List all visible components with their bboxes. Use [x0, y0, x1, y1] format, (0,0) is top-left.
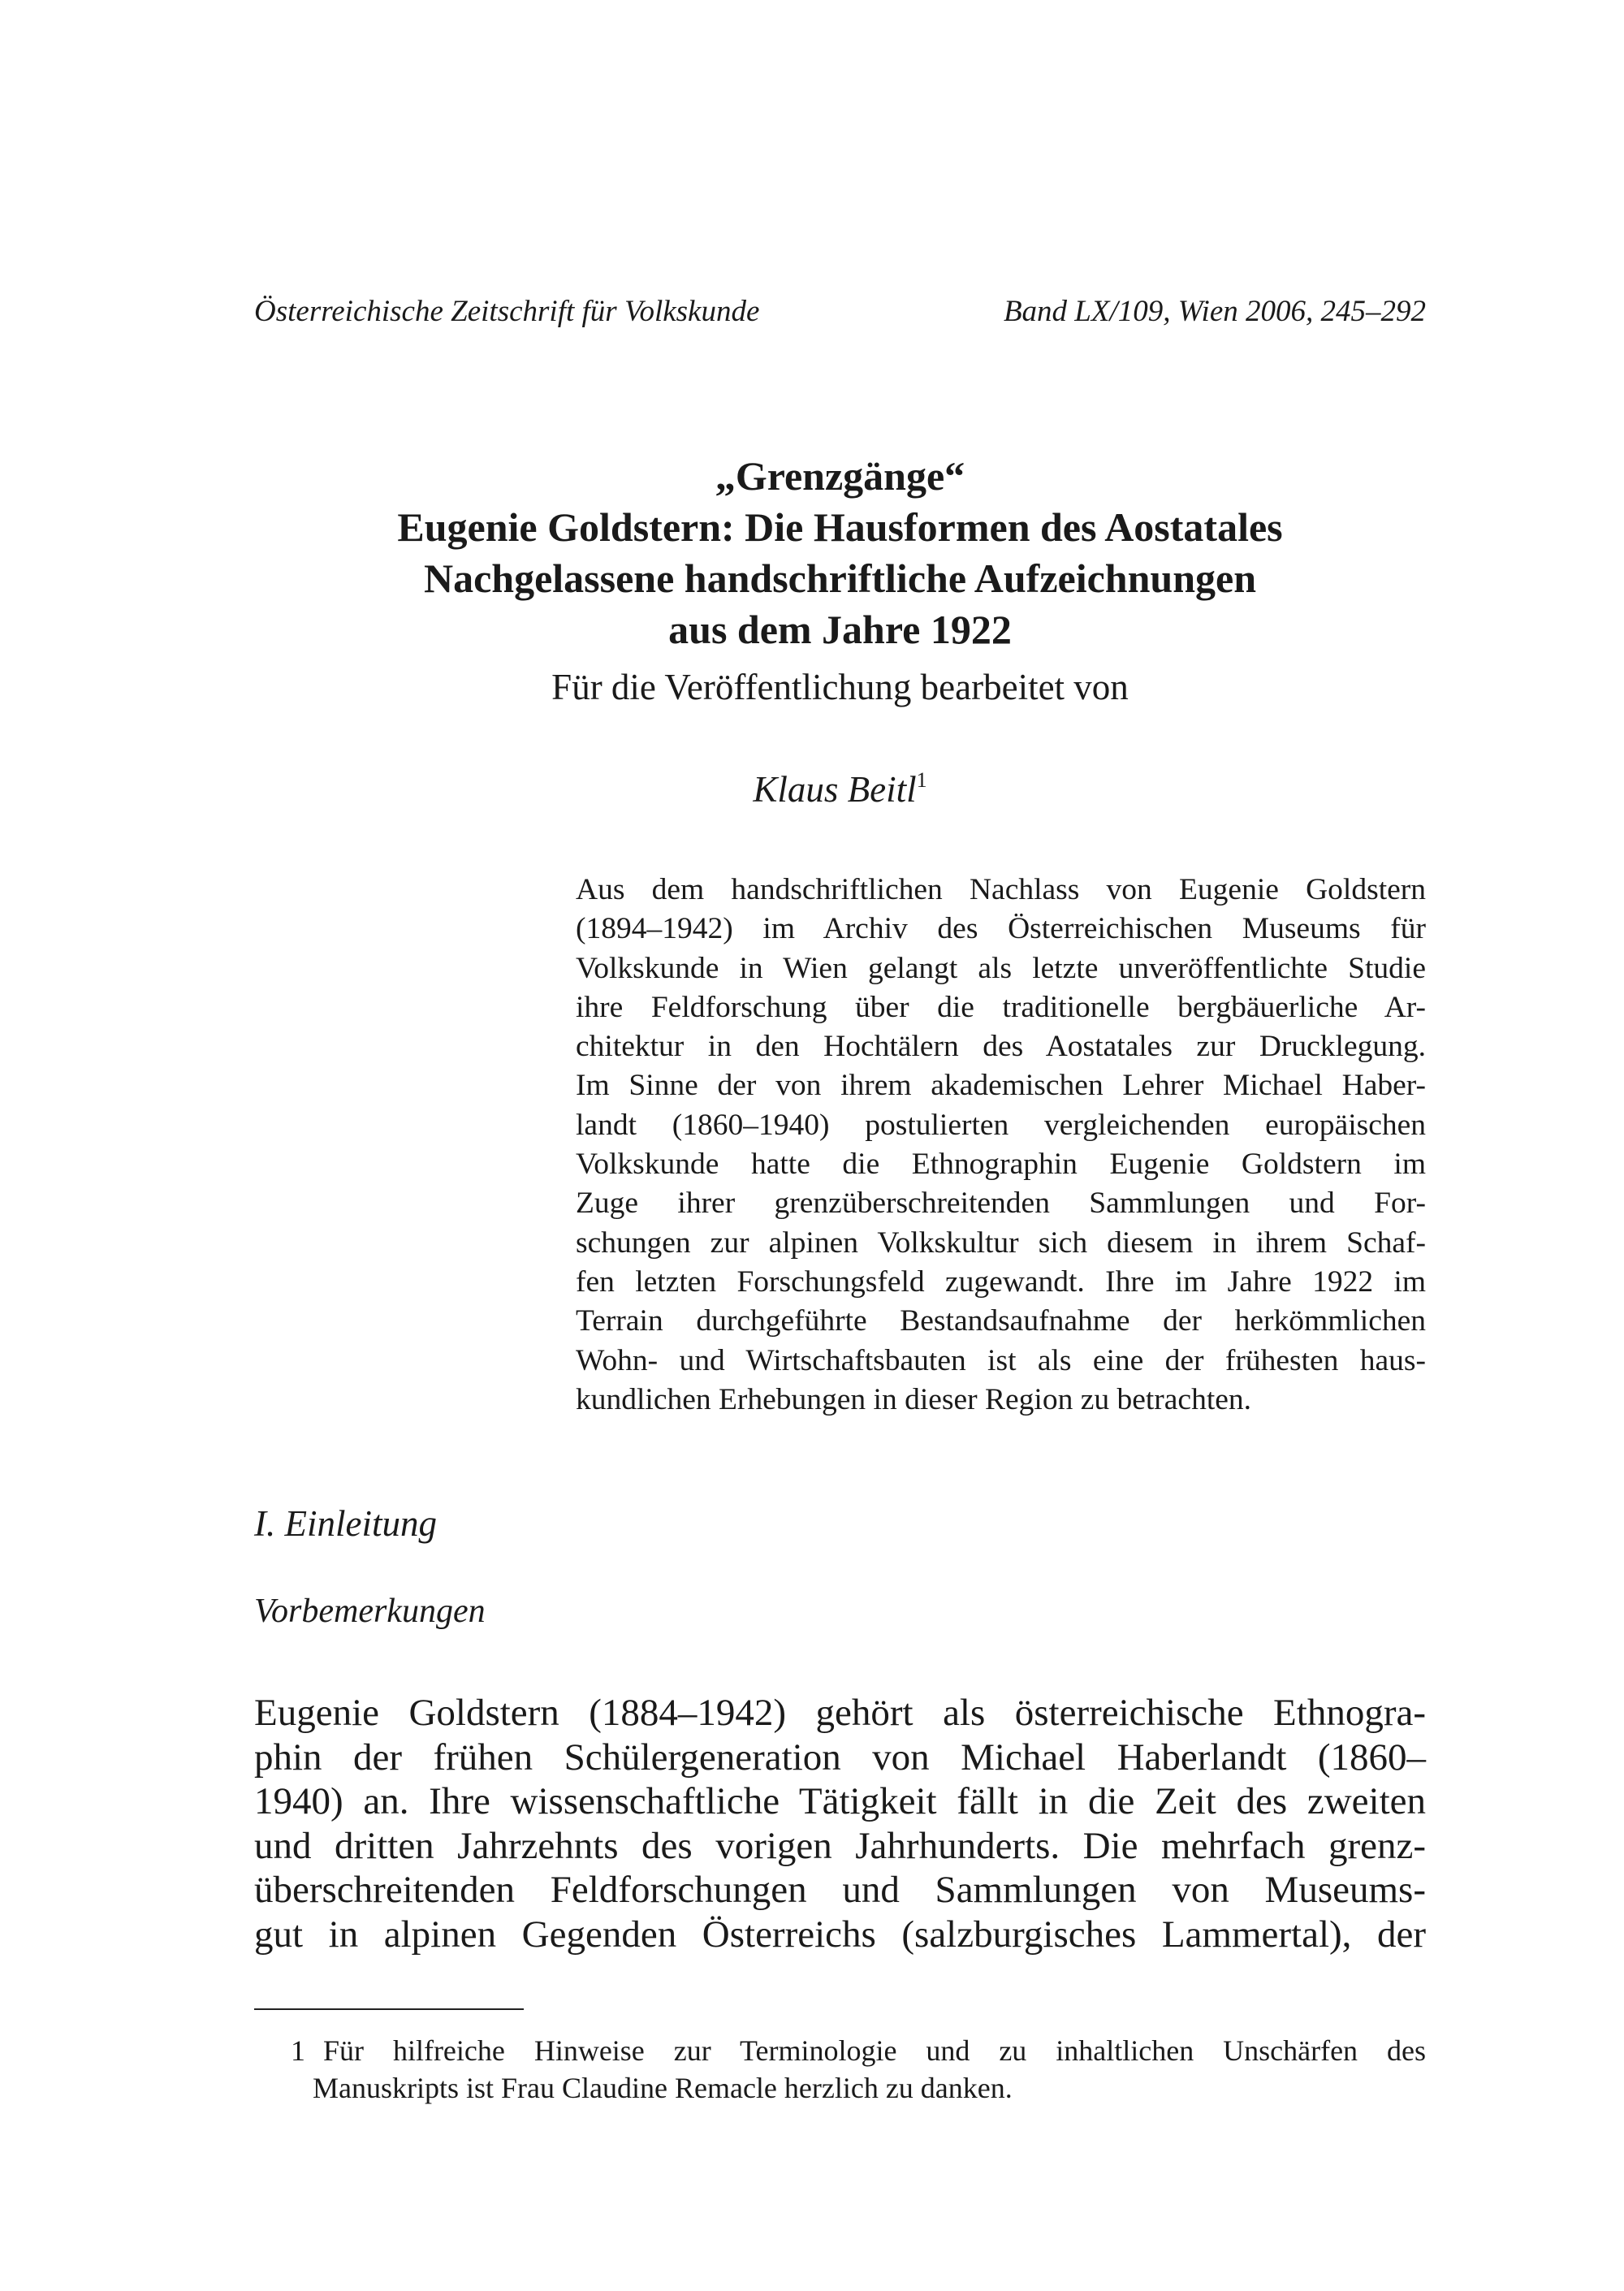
abstract-line: Zuge ihrer grenzüberschreitenden Sammlungen und For-	[576, 1187, 1426, 1221]
footnote-line: Manuskripts ist Frau Claudine Remacle herzlich zu danken.	[313, 2072, 1013, 2104]
abstract	[576, 871, 1426, 1420]
abstract-line: chitektur in den Hochtälern des Aostatales zur Drucklegung.	[576, 1030, 1426, 1064]
abstract-line: ihre Feldforschung über die traditionelle bergbäuerliche Ar-	[576, 990, 1426, 1024]
title-line: Eugenie Goldstern: Die Hausformen des Aostatales	[397, 504, 1283, 550]
abstract-line: landt (1860–1940) postulierten vergleichenden europäischen	[576, 1108, 1426, 1142]
author-name: Klaus Beitl	[753, 769, 917, 810]
abstract-line: Terrain durchgeführte Bestandsaufnahme der herkömmlichen	[576, 1304, 1426, 1338]
author	[254, 768, 1426, 810]
title-line: „Grenzgänge“	[715, 453, 965, 499]
body-text	[254, 1691, 1426, 1957]
footnote-text: Für hilfreiche Hinweise zur Terminologie und zu inhaltlichen Unschärfen des	[323, 2034, 1426, 2067]
body-line: Eugenie Goldstern (1884–1942) gehört als österreichische Ethnogra-	[254, 1692, 1426, 1734]
running-header	[254, 294, 1426, 329]
journal-name: Österreichische Zeitschrift für Volkskunde	[254, 295, 760, 328]
abstract-line: Volkskunde in Wien gelangt als letzte unveröffentlichte Studie	[576, 951, 1426, 985]
abstract-line: Aus dem handschriftlichen Nachlass von Eugenie Goldstern	[576, 873, 1426, 906]
title-line: aus dem Jahre 1922	[668, 607, 1012, 652]
article-title	[254, 451, 1426, 655]
title-line: Nachgelassene handschriftliche Aufzeichnungen	[423, 555, 1257, 601]
body-line: 1940) an. Ihre wissenschaftliche Tätigkeit fällt in die Zeit des zweiten	[254, 1780, 1426, 1823]
body-line: überschreitenden Feldforschungen und Sammlungen von Museums-	[254, 1869, 1426, 1912]
abstract-line: fen letzten Forschungsfeld zugewandt. Ihre im Jahre 1922 im	[576, 1264, 1426, 1299]
subsection-heading: Vorbemerkungen	[254, 1593, 486, 1630]
section-heading: I. Einleitung	[254, 1503, 437, 1544]
body-line: phin der frühen Schülergeneration von Michael Haberlandt (1860–	[254, 1736, 1426, 1779]
body-line: gut in alpinen Gegenden Österreichs (salzburgisches Lammertal), der	[254, 1913, 1426, 1956]
abstract-line: (1894–1942) im Archiv des Österreichischen Museums für	[576, 912, 1426, 946]
issue-info: Band LX/109, Wien 2006, 245–292	[1003, 295, 1426, 328]
body-line: und dritten Jahrzehnts des vorigen Jahrhunderts. Die mehrfach grenz-	[254, 1824, 1426, 1867]
editor-note: Für die Veröffentlichung bearbeitet von	[551, 667, 1129, 707]
abstract-line: kundlichen Erhebungen in dieser Region zu betrachten.	[576, 1382, 1252, 1416]
footnote-ref[interactable]: 1	[916, 768, 927, 792]
footnote	[254, 2032, 1426, 2107]
footnote-number: 1	[291, 2034, 305, 2067]
abstract-line: Im Sinne der von ihrem akademischen Lehrer Michael Haber-	[576, 1069, 1426, 1103]
abstract-line: Wohn- und Wirtschaftsbauten ist als eine der frühesten haus-	[576, 1343, 1426, 1377]
footnote-line	[254, 2032, 1426, 2069]
abstract-line: schungen zur alpinen Volkskultur sich diesem in ihrem Schaf-	[576, 1225, 1426, 1260]
footnote-divider	[254, 2008, 524, 2010]
abstract-line: Volkskunde hatte die Ethnographin Eugenie Goldstern im	[576, 1148, 1426, 1182]
